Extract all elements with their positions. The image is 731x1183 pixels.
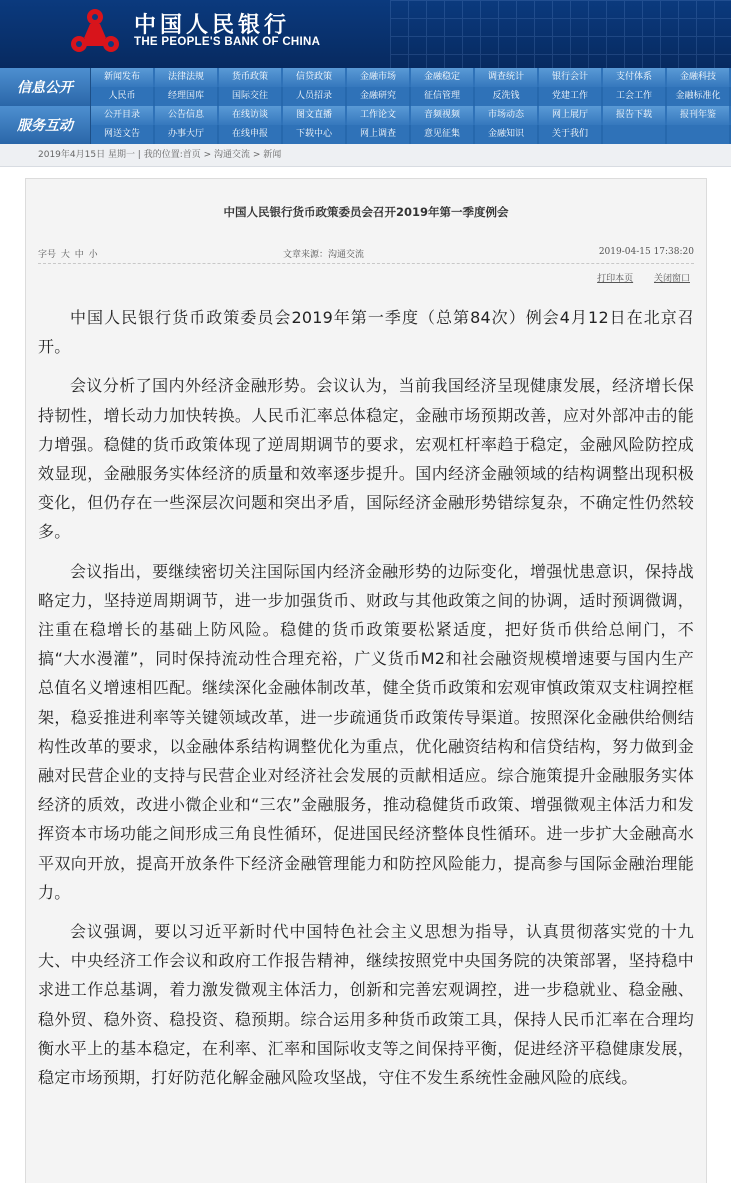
site-header xyxy=(0,0,731,68)
nav-item[interactable]: 金融稳定 xyxy=(411,68,473,87)
nav-item[interactable]: 金融知识 xyxy=(475,125,537,144)
nav-row xyxy=(91,87,731,106)
article-paragraph: 会议分析了国内外经济金融形势。会议认为，当前我国经济呈现健康发展，经济增长保持韧性，增长动力加快转换。人民币汇率总体稳定，金融市场预期改善，应对外部冲击的能力增强。稳健的货币政策体现了逆周期调节的要求，宏观杠杆率趋于稳定，金融风险防控成效显现，金融服务实体经济的质量和效率逐步提升。国内经济金融领域的结构调整出现积极变化，但仍存在一些深层次问题和突出矛盾，国际经济金融形势错综复杂，不确定性仍然较多。 xyxy=(38,376,694,542)
nav-item[interactable]: 法律法规 xyxy=(155,68,217,87)
logo-english-name[interactable]: THE PEOPLE'S BANK OF CHINA xyxy=(134,36,321,48)
main-navigation xyxy=(0,68,731,144)
article-meta xyxy=(38,245,694,264)
article-title: 中国人民银行货币政策委员会召开2019年第一季度例会 xyxy=(223,205,509,219)
font-size-small-link[interactable]: 小 xyxy=(88,250,98,260)
nav-item xyxy=(603,125,665,144)
nav-item[interactable]: 人员招录 xyxy=(283,87,345,106)
nav-item[interactable]: 报刊年鉴 xyxy=(667,106,729,125)
nav-item[interactable]: 新闻发布 xyxy=(91,68,153,87)
header-decoration xyxy=(390,0,731,68)
nav-item[interactable]: 调查统计 xyxy=(475,68,537,87)
nav-item[interactable]: 征信管理 xyxy=(411,87,473,106)
nav-row xyxy=(91,125,731,144)
nav-item[interactable]: 公告信息 xyxy=(155,106,217,125)
nav-item[interactable]: 银行会计 xyxy=(539,68,601,87)
article-source: 文章来源：沟通交流 xyxy=(283,250,365,260)
nav-row xyxy=(91,68,731,87)
nav-item[interactable]: 音频视频 xyxy=(411,106,473,125)
article-paragraph: 会议强调，要以习近平新时代中国特色社会主义思想为指导，认真贯彻落实党的十九大、中央经济工作会议和政府工作报告精神，继续按照党中央国务院的决策部署，坚持稳中求进工作总基调，着力激发微观主体活力，创新和完善宏观调控，进一步稳就业、稳金融、稳外贸、稳外资、稳投资、稳预期。综合运用多种货币政策工具，保持人民币汇率在合理均衡水平上的基本稳定，在利率、汇率和国际收支等之间保持平衡，促进经济平稳健康发展，稳定市场预期，打好防范化解金融风险攻坚战，守住不发生系统性金融风险的底线。 xyxy=(38,922,694,1088)
nav-item xyxy=(667,125,729,144)
nav-item[interactable]: 网送文告 xyxy=(91,125,153,144)
font-size-switcher xyxy=(38,247,100,260)
nav-item[interactable]: 网上调查 xyxy=(347,125,409,144)
breadcrumb[interactable]: 2019年4月15日 星期一 | 我的位置:首页 > 沟通交流 > 新闻 xyxy=(38,150,282,160)
nav-item[interactable]: 货币政策 xyxy=(219,68,281,87)
close-window-link[interactable]: 关闭窗口 xyxy=(653,274,690,284)
article-paragraph: 会议指出，要继续密切关注国际国内经济金融形势的边际变化，增强忧患意识，保持战略定力，坚持逆周期调节，进一步加强货币、财政与其他政策之间的协调，适时预调微调，注重在稳增长的基础上防风险。稳健的货币政策要松紧适度，把好货币供给总闸门，不搞“大水漫灌”，同时保持流动性合理充裕，广义货币M2和社会融资规模增速要与国内生产总值名义增速相匹配。继续深化金融体制改革，健全货币政策和宏观审慎政策双支柱调控框架，稳妥推进利率等关键领域改革，进一步疏通货币政策传导渠道。按照深化金融供给侧结构性改革的要求，以金融体系结构调整优化为重点，优化融资结构和信贷结构，努力做到金融对民营企业的支持与民营企业对经济社会发展的贡献相适应。综合施策提升金融服务实体经济的质效，改进小微企业和“三农”金融服务，推动稳健货币政策、增强微观主体活力和发挥资本市场功能之间形成三角良性循环，促进国民经济整体良性循环。进一步扩大金融高水平双向开放，提高开放条件下经济金融管理能力和防控风险能力，提高参与国际金融治理能力。 xyxy=(38,561,694,902)
font-size-medium-link[interactable]: 中 xyxy=(74,250,84,260)
article-paragraph: 中国人民银行货币政策委员会2019年第一季度（总第84次）例会4月12日在北京召开。 xyxy=(38,308,694,357)
nav-row xyxy=(91,106,731,125)
nav-section-info-disclosure[interactable]: 信息公开 xyxy=(0,68,91,106)
nav-item[interactable]: 网上展厅 xyxy=(539,106,601,125)
nav-item[interactable]: 人民币 xyxy=(91,87,153,106)
nav-item[interactable]: 在线访谈 xyxy=(219,106,281,125)
nav-item[interactable]: 反洗钱 xyxy=(475,87,537,106)
nav-item[interactable]: 国际交往 xyxy=(219,87,281,106)
nav-item[interactable]: 公开目录 xyxy=(91,106,153,125)
nav-item[interactable]: 报告下载 xyxy=(603,106,665,125)
font-size-label: 字号 xyxy=(38,250,57,260)
article-body xyxy=(38,303,694,1102)
article-panel xyxy=(25,178,707,1183)
logo-chinese-name[interactable]: 中国人民银行 xyxy=(134,12,291,38)
font-size-large-link[interactable]: 大 xyxy=(60,250,70,260)
print-page-link[interactable]: 打印本页 xyxy=(597,274,634,284)
pboc-logo-icon[interactable] xyxy=(68,6,122,56)
nav-item[interactable]: 办事大厅 xyxy=(155,125,217,144)
nav-item[interactable]: 工会工作 xyxy=(603,87,665,106)
nav-item[interactable]: 意见征集 xyxy=(411,125,473,144)
nav-item[interactable]: 金融研究 xyxy=(347,87,409,106)
nav-item[interactable]: 金融市场 xyxy=(347,68,409,87)
nav-item[interactable]: 党建工作 xyxy=(539,87,601,106)
article-tools xyxy=(579,271,690,284)
breadcrumb-bar xyxy=(0,144,731,167)
nav-item[interactable]: 在线申报 xyxy=(219,125,281,144)
nav-item[interactable]: 市场动态 xyxy=(475,106,537,125)
article-datetime: 2019-04-15 17:38:20 xyxy=(598,247,694,257)
nav-item[interactable]: 工作论文 xyxy=(347,106,409,125)
nav-item[interactable]: 支付体系 xyxy=(603,68,665,87)
nav-item[interactable]: 信贷政策 xyxy=(283,68,345,87)
nav-item[interactable]: 金融标准化 xyxy=(667,87,729,106)
nav-item[interactable]: 图文直播 xyxy=(283,106,345,125)
nav-item[interactable]: 下载中心 xyxy=(283,125,345,144)
nav-item[interactable]: 关于我们 xyxy=(539,125,601,144)
nav-rows xyxy=(91,68,731,144)
nav-section-service-interaction[interactable]: 服务互动 xyxy=(0,106,91,144)
nav-item[interactable]: 金融科技 xyxy=(667,68,729,87)
nav-item[interactable]: 经理国库 xyxy=(155,87,217,106)
